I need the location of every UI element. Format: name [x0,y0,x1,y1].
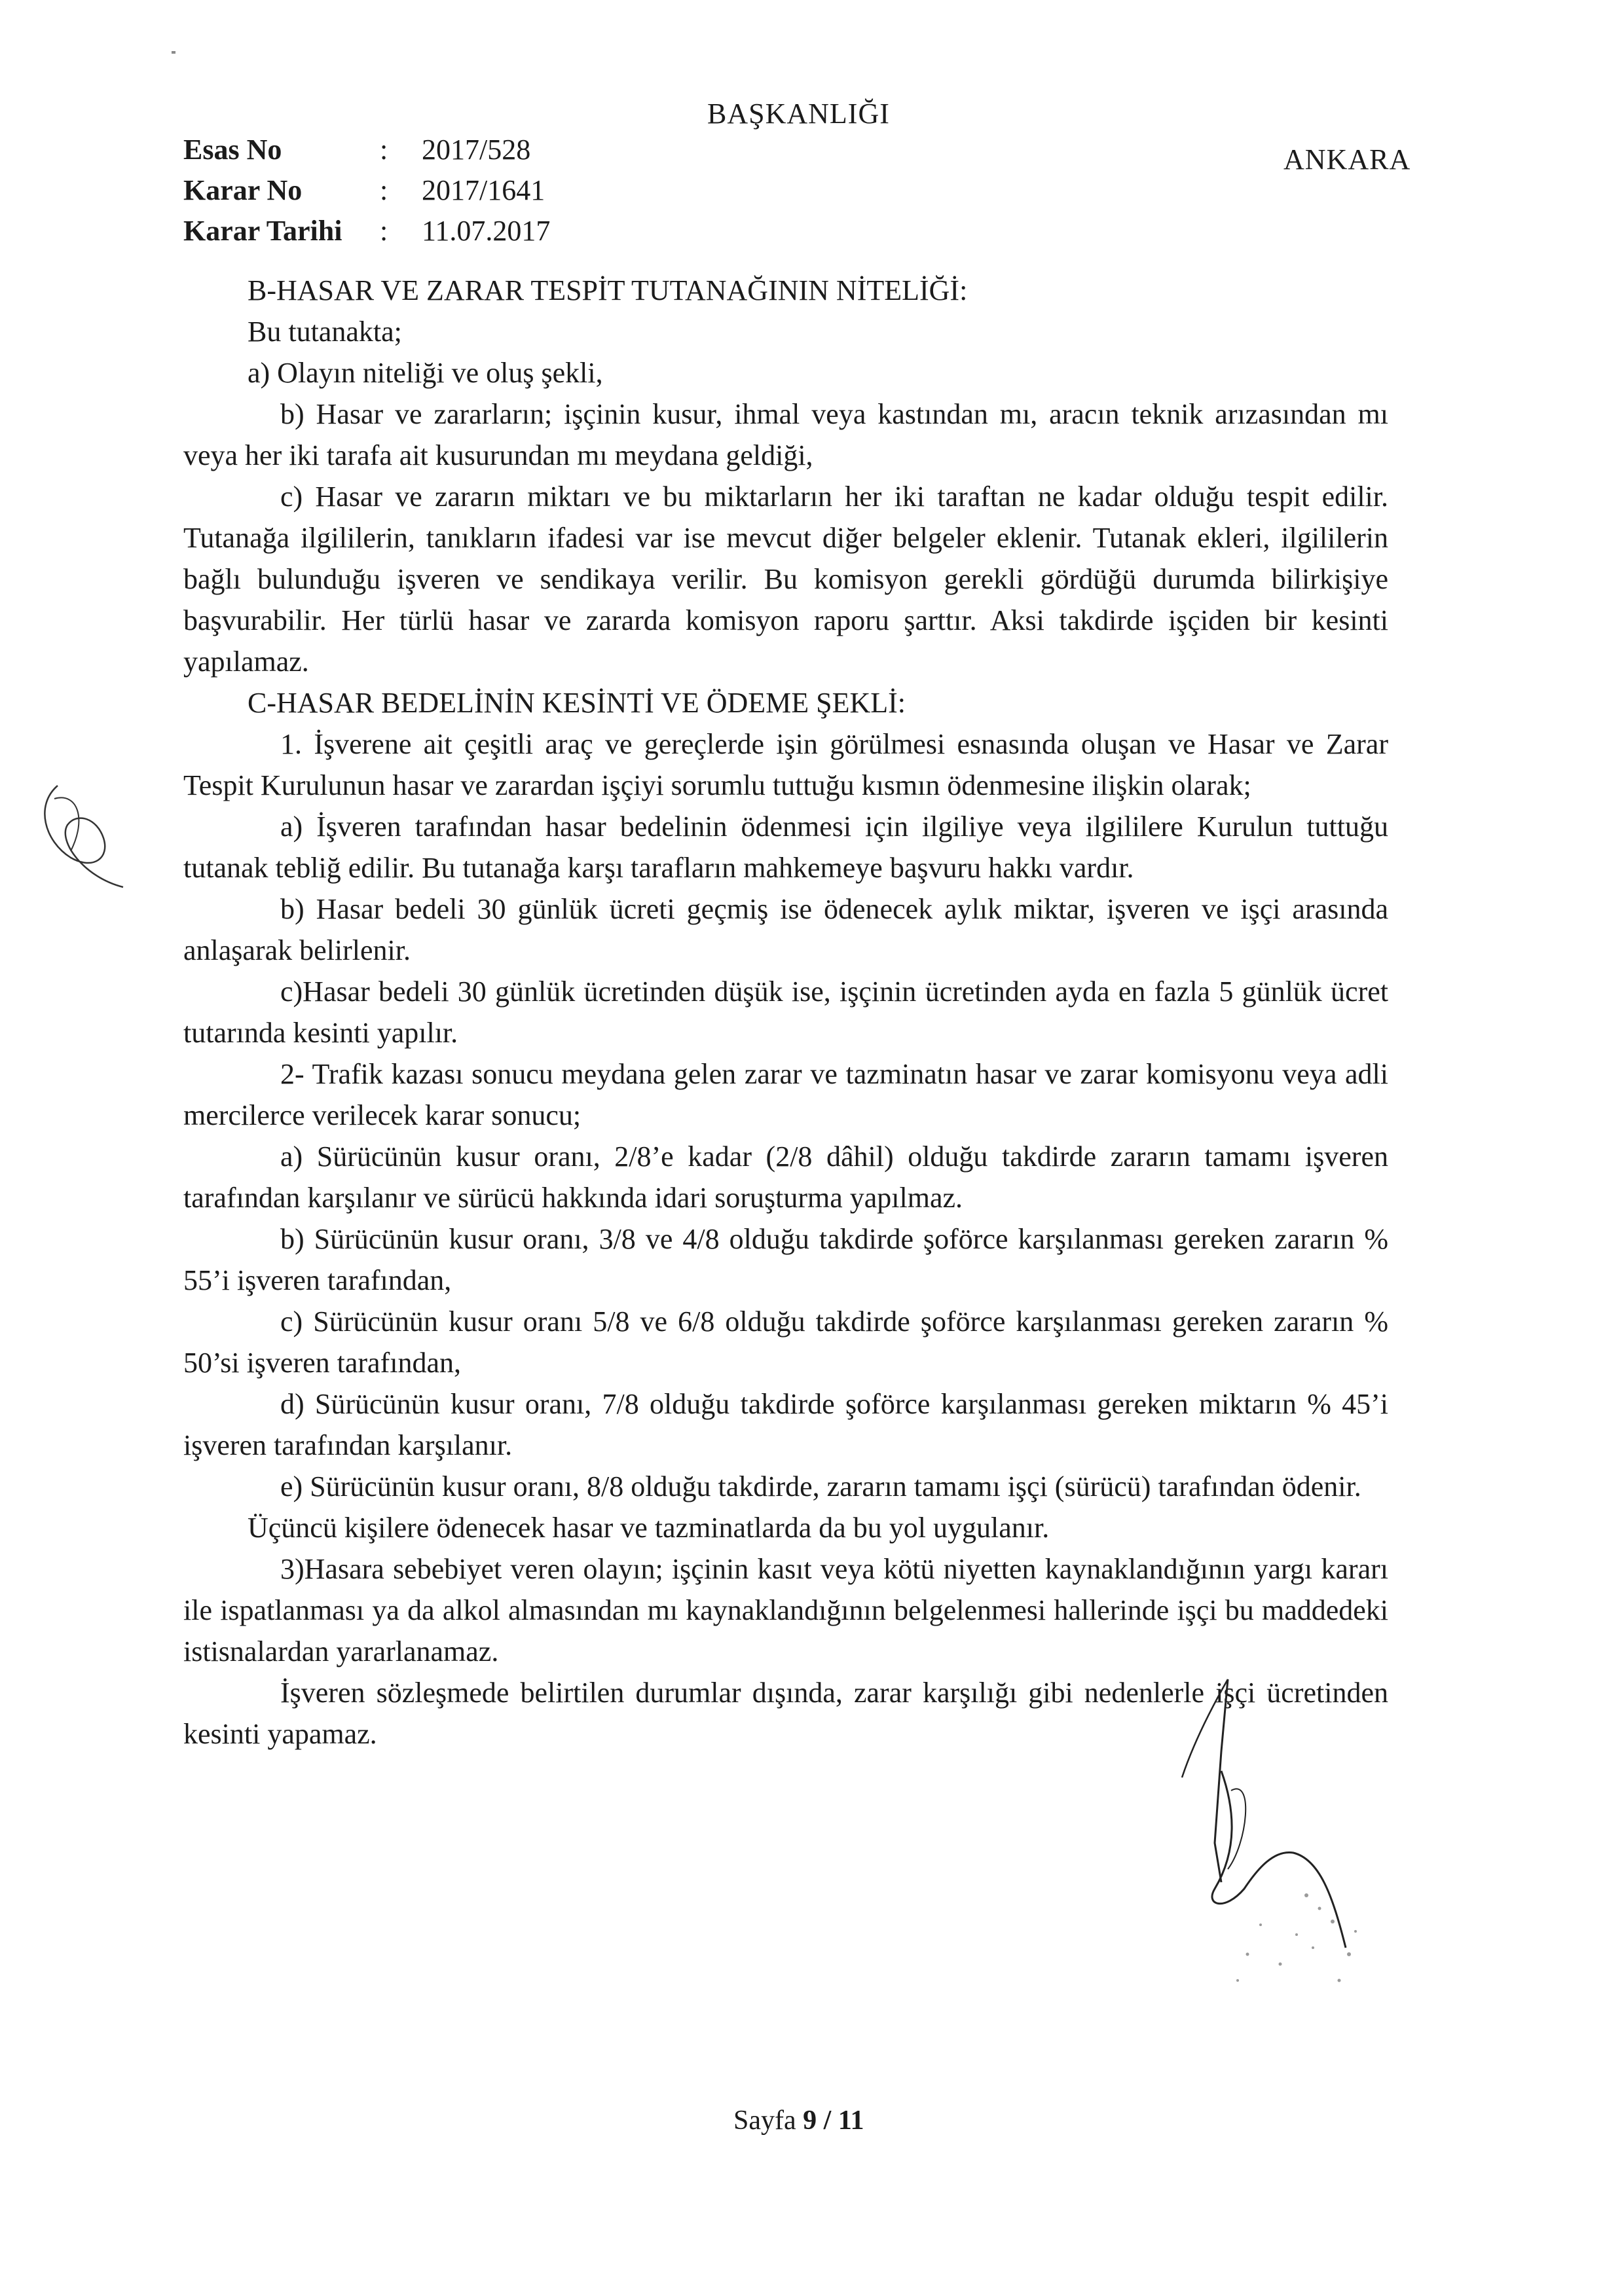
meta-row-karar [183,170,550,211]
meta-label: Esas No [183,134,282,166]
page-prefix: Sayfa [733,2105,796,2136]
meta-colon: : [380,174,388,206]
page-number [733,2105,864,2136]
meta-value: 2017/528 [422,134,531,166]
paragraph: c) Sürücünün kusur oranı 5/8 ve 6/8 olduğu takdirde şoförce karşılanması gereken zararın % 50’si işveren tarafından, [183,1305,1388,1379]
meta-value: 11.07.2017 [422,215,551,247]
page-separator: / [823,2105,832,2136]
paragraph: Bu tutanakta; [248,316,402,348]
paragraph: 3)Hasara sebebiyet veren olayın; işçinin kasıt veya kötü niyetten kaynaklandığının yargı kararı ile ispatlanması ya da alkol almasından mı kaynaklandığının belgelenmesi hallerinde işçi bu maddedeki istisnalardan yararlanamaz. [183,1553,1388,1667]
meta-colon: : [380,215,388,247]
paragraph: a) Sürücünün kusur oranı, 2/8’e kadar (2/8 dâhil) olduğu takdirde zararın tamamı işveren tarafından karşılanır ve sürücü hakkında idari soruşturma yapılmaz. [183,1140,1388,1214]
paragraph: a) İşveren tarafından hasar bedelinin ödenmesi için ilgiliye veya ilgililere Kurulun tuttuğu tutanak tebliğ edilir. Bu tutanağa karşı tarafların mahkemeye başvuru hakkı vardır. [183,811,1388,884]
document-body [183,270,1388,1755]
office-title: BAŞKANLIĞI [707,98,890,130]
section-heading-c: C-HASAR BEDELİNİN KESİNTİ VE ÖDEME ŞEKLİ: [248,687,906,719]
paragraph: b) Hasar bedeli 30 günlük ücreti geçmiş ise ödenecek aylık miktar, işveren ve işçi arasında anlaşarak belirlenir. [183,893,1388,966]
paragraph: 1. İşverene ait çeşitli araç ve gereçlerde işin görülmesi esnasında oluşan ve Hasar ve Zarar Tespit Kurulunun hasar ve zarardan işçiyi sorumlu tuttuğu kısmın ödenmesine ilişkin olarak; [183,728,1388,801]
paragraph: Üçüncü kişilere ödenecek hasar ve tazminatlarda da bu yol uygulanır. [248,1512,1050,1544]
page-current: 9 [803,2105,817,2136]
section-heading-b: B-HASAR VE ZARAR TESPİT TUTANAĞININ NİTELİĞİ: [248,274,968,306]
meta-label: Karar Tarihi [183,215,342,247]
meta-colon: : [380,134,388,166]
paragraph: b) Sürücünün kusur oranı, 3/8 ve 4/8 olduğu takdirde şoförce karşılanması gereken zararın % 55’i işveren tarafından, [183,1223,1388,1296]
city-label: ANKARA [1283,143,1411,175]
paragraph: İşveren sözleşmede belirtilen durumlar dışında, zarar karşılığı gibi nedenlerle işçi ücretinden kesinti yapamaz. [183,1677,1388,1750]
page-total: 11 [838,2105,864,2136]
scan-speck [172,51,175,54]
signature-icon [1123,1673,1385,2039]
margin-handwritten-mark [31,779,130,890]
meta-label: Karar No [183,174,303,206]
meta-row-tarih [183,211,550,251]
paragraph: 2- Trafik kazası sonucu meydana gelen zarar ve tazminatın hasar ve zarar komisyonu veya adli mercilerce verilecek karar sonucu; [183,1058,1388,1131]
paragraph: d) Sürücünün kusur oranı, 7/8 olduğu takdirde şoförce karşılanması gereken miktarın % 45’i işveren tarafından karşılanır. [183,1388,1388,1461]
paragraph: c)Hasar bedeli 30 günlük ücretinden düşük ise, işçinin ücretinden ayda en fazla 5 günlük ücret tutarında kesinti yapılır. [183,975,1388,1049]
meta-value: 2017/1641 [422,174,545,206]
paragraph: b) Hasar ve zararların; işçinin kusur, ihmal veya kastından mı, aracın teknik arızasından mı veya her iki tarafa ait kusurundan mı meydana geldiği, [183,398,1388,471]
paragraph: c) Hasar ve zararın miktarı ve bu miktarların her iki taraftan ne kadar olduğu tespit edilir. Tutanağa ilgililerin, tanıkların ifadesi var ise mevcut diğer belgeler eklenir. Tutanak ekleri, ilgililerin bağlı bulunduğu işveren ve sendikaya verilir. Bu komisyon gerekli gördüğü durumda bilirkişiye başvurabilir. Her türlü hasar ve zararda komisyon raporu şarttır. Aksi takdirde işçiden bir kesinti yapılamaz. [183,481,1388,678]
meta-row-esas [183,130,550,170]
paragraph: e) Sürücünün kusur oranı, 8/8 olduğu takdirde, zararın tamamı işçi (sürücü) tarafından ödenir. [280,1470,1361,1503]
case-meta [183,130,550,251]
paragraph: a) Olayın niteliği ve oluş şekli, [248,357,603,389]
